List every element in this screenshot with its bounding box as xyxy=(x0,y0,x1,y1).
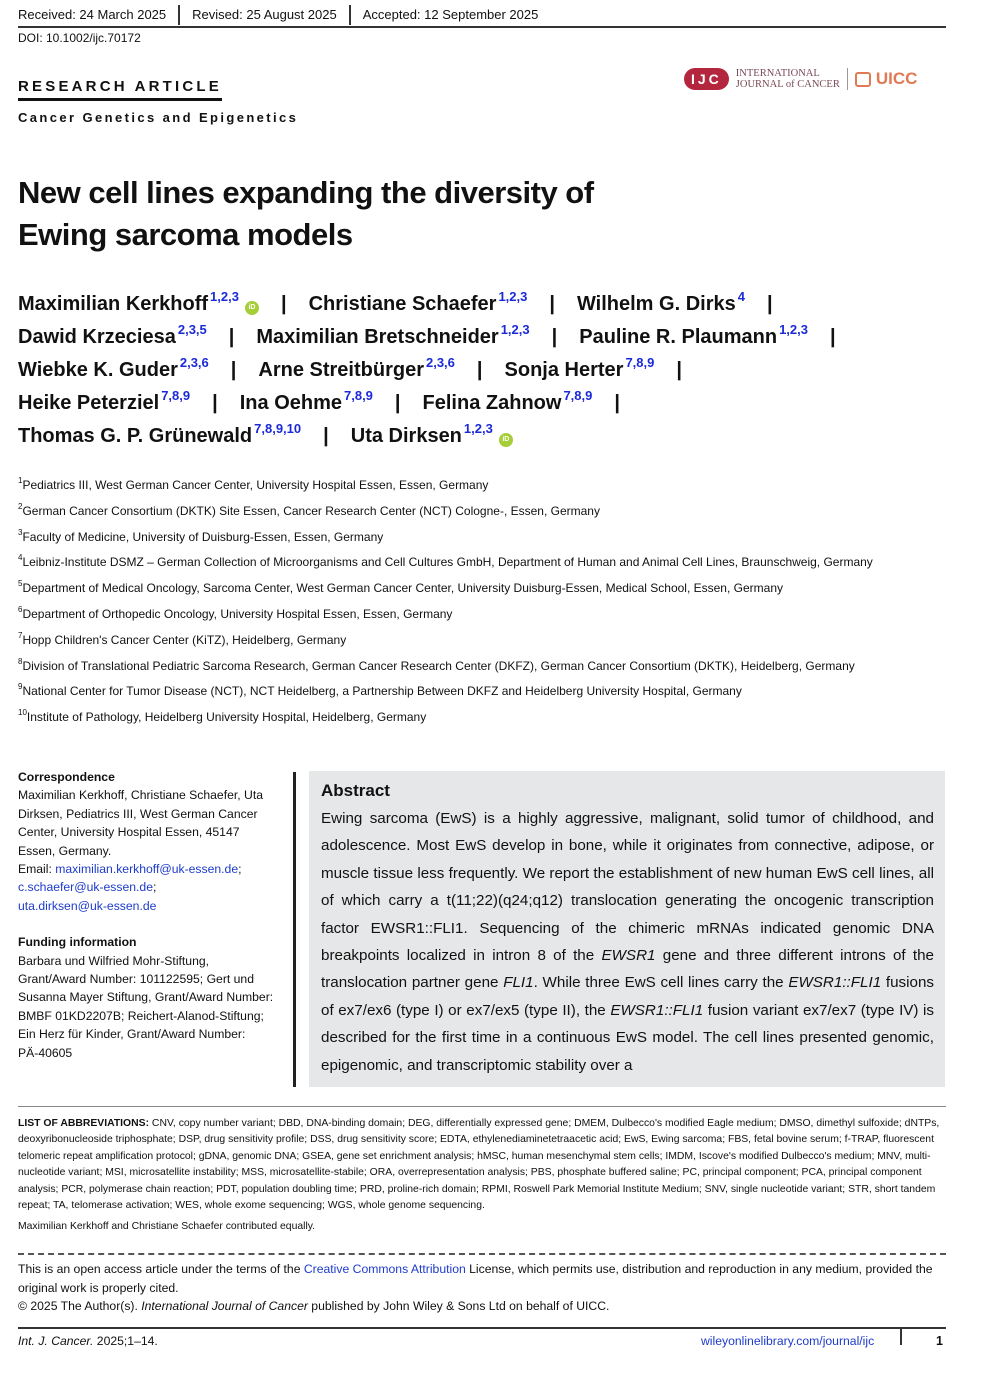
funding-heading: Funding information xyxy=(18,935,137,950)
footer-separator xyxy=(900,1328,902,1345)
email-link[interactable]: maximilian.kerkhoff@uk-essen.de xyxy=(55,862,239,877)
publication-dates-bar xyxy=(18,4,946,28)
affiliation: $^6$Department of Orthopedic Oncology, University Hospital Essen, Essen, Germany xyxy=(18,604,453,621)
accepted-date: Accepted: 12 September 2025 xyxy=(362,7,539,22)
uicc-text: UICC xyxy=(875,69,918,88)
author[interactable]: Uta Dirksen $^{1,2,3}$ iD xyxy=(351,425,513,448)
contribution-note: Maximilian Kerkhoff and Christiane Schaefer contributed equally. xyxy=(18,1221,316,1232)
abstract-box xyxy=(309,771,945,1087)
author-line xyxy=(18,421,968,458)
affiliation-sup[interactable]: 7,8,9 xyxy=(344,388,373,403)
sidebar-divider xyxy=(293,772,296,1087)
email-link[interactable]: uta.dirksen@uk-essen.de xyxy=(18,898,157,913)
author[interactable]: Pauline R. Plaumann $^{1,2,3}$ xyxy=(579,322,808,348)
logo-divider xyxy=(847,68,848,90)
affiliation: $^3$Faculty of Medicine, University of Duisburg-Essen, Essen, Germany xyxy=(18,527,384,544)
author[interactable]: Christiane Schaefer $^{1,2,3}$ xyxy=(308,289,528,315)
author[interactable]: Ina Oehme $^{7,8,9}$ xyxy=(239,388,373,414)
article-type: RESEARCH ARTICLE xyxy=(18,78,222,101)
abbreviations-label: LIST OF ABBREVIATIONS: xyxy=(18,1118,150,1129)
email-link[interactable]: c.schaefer@uk-essen.de xyxy=(18,880,153,895)
author-separator: | xyxy=(323,425,329,447)
author-separator: | xyxy=(829,326,836,348)
license-note: This is an open access article under the terms of the Creative Commons Attribution License, which permits use, distribution and reproduction in any medium, provided the original work is properly cited. © 2025 The Author(s). International Journal of Cancer published by John Wiley & Sons Ltd on behalf of UICC. xyxy=(18,1262,933,1313)
affiliation: $^2$German Cancer Consortium (DKTK) Site Essen, Cancer Research Center (NCT) Cologne-, Essen, Germany xyxy=(18,501,600,518)
author[interactable]: Dawid Krzeciesa $^{2,3,5}$ xyxy=(18,322,207,348)
journal-citation: Int. J. Cancer. 2025;1–14. xyxy=(18,1334,158,1348)
author-separator: | xyxy=(676,359,682,381)
uicc-logo xyxy=(855,69,918,89)
author-separator: | xyxy=(551,326,558,348)
affiliation-sup[interactable]: 7,8,9 xyxy=(563,388,593,403)
article-section: Cancer Genetics and Epigenetics xyxy=(18,110,299,125)
author[interactable]: Maximilian Kerkhoff $^{1,2,3}$ iD xyxy=(18,293,259,316)
affiliation-sup[interactable]: 7,8,9 xyxy=(161,388,191,403)
affiliation-sup[interactable]: 2,3,6 xyxy=(179,355,209,370)
author[interactable]: Wiebke K. Guder $^{2,3,6}$ xyxy=(18,355,209,381)
affiliation: $^7$Hopp Children's Cancer Center (KiTZ), Heidelberg, Germany xyxy=(18,630,347,647)
divider xyxy=(18,1106,946,1107)
correspondence-sidebar xyxy=(18,768,280,1062)
author-separator: | xyxy=(476,359,483,381)
affiliation: $^5$Department of Medical Oncology, Sarcoma Center, West German Cancer Center, University Duisburg-Essen, Medical School, Essen, Germany xyxy=(18,579,783,596)
doi[interactable]: DOI: 10.1002/ijc.70172 xyxy=(18,31,141,45)
affiliation-sup[interactable]: 7,8,9 xyxy=(625,355,655,370)
journal-url-link[interactable]: wileyonlinelibrary.com/journal/ijc xyxy=(701,1334,875,1348)
journal-name-line1: INTERNATIONAL xyxy=(735,68,820,79)
author-separator: | xyxy=(280,293,287,315)
affiliation-sup[interactable]: 1,2,3 xyxy=(500,322,530,337)
author-line xyxy=(18,388,968,425)
funding-text: Barbara und Wilfried Mohr-Stiftung, Grant/Award Number: 101122595; Gert und Susanna Mayer Stiftung, Grant/Award Number: BMBF 01KD2207B; Reichert-Alanod-Stiftung; Ein Herz für Kinder, Grant/Award Number: PÄ-40605 xyxy=(18,953,274,1060)
title-line-2: Ewing sarcoma models xyxy=(18,217,353,252)
affiliation: $^9$National Center for Tumor Disease (NCT), NCT Heidelberg, a Partnership Between DKFZ and Heidelberg University Hospital, Germany xyxy=(18,682,742,699)
author-separator: | xyxy=(549,293,555,315)
correspondence-heading: Correspondence xyxy=(18,770,115,784)
affiliation-list xyxy=(18,474,968,732)
footer-divider xyxy=(18,1327,946,1329)
author-line xyxy=(18,289,968,326)
title-line-1: New cell lines expanding the diversity of xyxy=(18,175,594,210)
author-separator: | xyxy=(212,392,218,414)
received-date: Received: 24 March 2025 xyxy=(18,5,180,25)
uicc-mark-icon xyxy=(855,72,871,87)
abstract-heading: Abstract xyxy=(321,781,390,800)
abbreviations xyxy=(18,1116,948,1214)
abstract-text: Ewing sarcoma (EwS) is a highly aggressive, malignant, solid tumor of childhood, and adolescence. Most EwS develop in bone, while it originates from connective, adipose, or muscle tissue less frequently. We report the establishment of new human EwS cell lines, all of which carry a t(11;22)(q24;q12) translocation generating the oncogenic transcription factor EWSR1::FLI1. Sequencing of the chimeric mRNAs indicated genomic DNA breakpoints localized in intron 8 of the EWSR1 gene and three different introns of the translocation partner gene FLI1. While three EwS cell lines carry the EWSR1::FLI1 fusions of ex7/ex6 (type I) or ex7/ex5 (type II), the EWSR1::FLI1 fusion variant ex7/ex7 (type IV) is described for the first time in a continuous EwS model. The cell lines presented genomic, epigenomic, and transcriptomic stability over a xyxy=(321,810,935,1074)
affiliation-sup[interactable]: 1,2,3 xyxy=(210,289,239,304)
journal-name xyxy=(736,68,840,90)
affiliation-sup[interactable]: 2,3,5 xyxy=(177,322,207,337)
journal-name-line2: JOURNAL of CANCER xyxy=(735,79,840,90)
orcid-icon[interactable]: iD xyxy=(499,433,513,447)
affiliation-sup[interactable]: 4 xyxy=(737,289,745,304)
author-separator: | xyxy=(394,392,401,414)
ijc-logo-badge: IJC xyxy=(684,68,729,90)
author-line xyxy=(18,322,968,359)
affiliation: $^{10}$Institute of Pathology, Heidelberg University Hospital, Heidelberg, Germany xyxy=(18,708,427,725)
affiliation-sup[interactable]: 1,2,3 xyxy=(779,322,808,337)
affiliation-sup[interactable]: 7,8,9,10 xyxy=(254,421,302,436)
page-number: 1 xyxy=(936,1334,943,1348)
author-separator: | xyxy=(614,392,620,414)
orcid-icon[interactable]: iD xyxy=(245,301,259,315)
affiliation: $^8$Division of Translational Pediatric Sarcoma Research, German Cancer Research Center (DKFZ), German Cancer Consortium (DKTK), Heidelberg, Germany xyxy=(18,656,855,673)
journal-logo xyxy=(684,64,917,94)
author[interactable]: Thomas G. P. Grünewald $^{7,8,9,10}$ xyxy=(18,421,302,447)
author[interactable]: Arne Streitbürger $^{2,3,6}$ xyxy=(258,355,455,381)
correspondence-text: Maximilian Kerkhoff, Christiane Schaefer, Uta Dirksen, Pediatrics III, West German Cancer Center, University Hospital Essen, 45147 Essen, Germany. xyxy=(18,788,263,858)
revised-date: Revised: 25 August 2025 xyxy=(192,5,351,25)
author-separator: | xyxy=(230,359,237,381)
author[interactable]: Heike Peterziel $^{7,8,9}$ xyxy=(18,388,191,414)
author-separator: | xyxy=(766,293,773,315)
affiliation: $^1$Pediatrics III, West German Cancer Center, University Hospital Essen, Essen, Germany xyxy=(18,476,489,492)
affiliation-sup[interactable]: 1,2,3 xyxy=(498,289,528,304)
author[interactable]: Sonja Herter $^{7,8,9}$ xyxy=(504,355,655,381)
article-title xyxy=(18,172,718,256)
abbreviations-text: CNV, copy number variant; DBD, DNA-binding domain; DEG, differentially expressed gene; DMEM, Dulbecco's modified Eagle medium; DMSO, dimethyl sulfoxide; dNTPs, deoxyribonucleoside triphosphate; DSP, drug sensitivity profile; DSS, drug sensitivity score; EDTA, ethylenediaminetetraacetic acid; EwS, Ewing sarcoma; FBS, fetal bovine serum; f-TRAP, fluorescent telomeric repeat amplification protocol; gDNA, genomic DNA; GSEA, gene set enrichment analysis; hMSC, human mesenchymal stem cells; IMDM, Iscove's modified Dulbecco's medium; MNV, multi-nucleotide variant; MSI, microsatellite instability; MSS, microsatellite-stabile; ORA, overrepresentation analysis; PBS, phosphate buffered saline; PC, principal component; PCA, principal component analysis; PCR, polymerase chain reaction; PDT, population doubling time; PRD, proline-rich domain; RPMI, Roswell Park Memorial Institute Medium; SNV, single nucleotide variant; STR, short tandem repeat; TA, telomerase activation; WES, whole exome sequencing; WGS, whole genome sequencing. xyxy=(18,1118,940,1212)
correspondence-emails: Email: maximilian.kerkhoff@uk-essen.de; c.schaefer@uk-essen.de; uta.dirksen@uk-essen.de xyxy=(18,862,242,913)
affiliation-sup[interactable]: 2,3,6 xyxy=(425,355,455,370)
dashed-divider xyxy=(18,1253,946,1255)
author[interactable]: Maximilian Bretschneider $^{1,2,3}$ xyxy=(256,322,530,348)
affiliation: $^4$Leibniz-Institute DSMZ – German Collection of Microorganisms and Cell Cultures GmbH, Department of Human and Animal Cell Lines, Braunschweig, Germany xyxy=(18,553,873,570)
affiliation-sup[interactable]: 1,2,3 xyxy=(463,421,493,436)
license-link[interactable]: Creative Commons Attribution xyxy=(303,1262,466,1276)
author-list xyxy=(18,289,968,458)
author-separator: | xyxy=(228,326,235,348)
author[interactable]: Felina Zahnow $^{7,8,9}$ xyxy=(422,388,593,414)
author[interactable]: Wilhelm G. Dirks $^4$ xyxy=(576,289,745,315)
